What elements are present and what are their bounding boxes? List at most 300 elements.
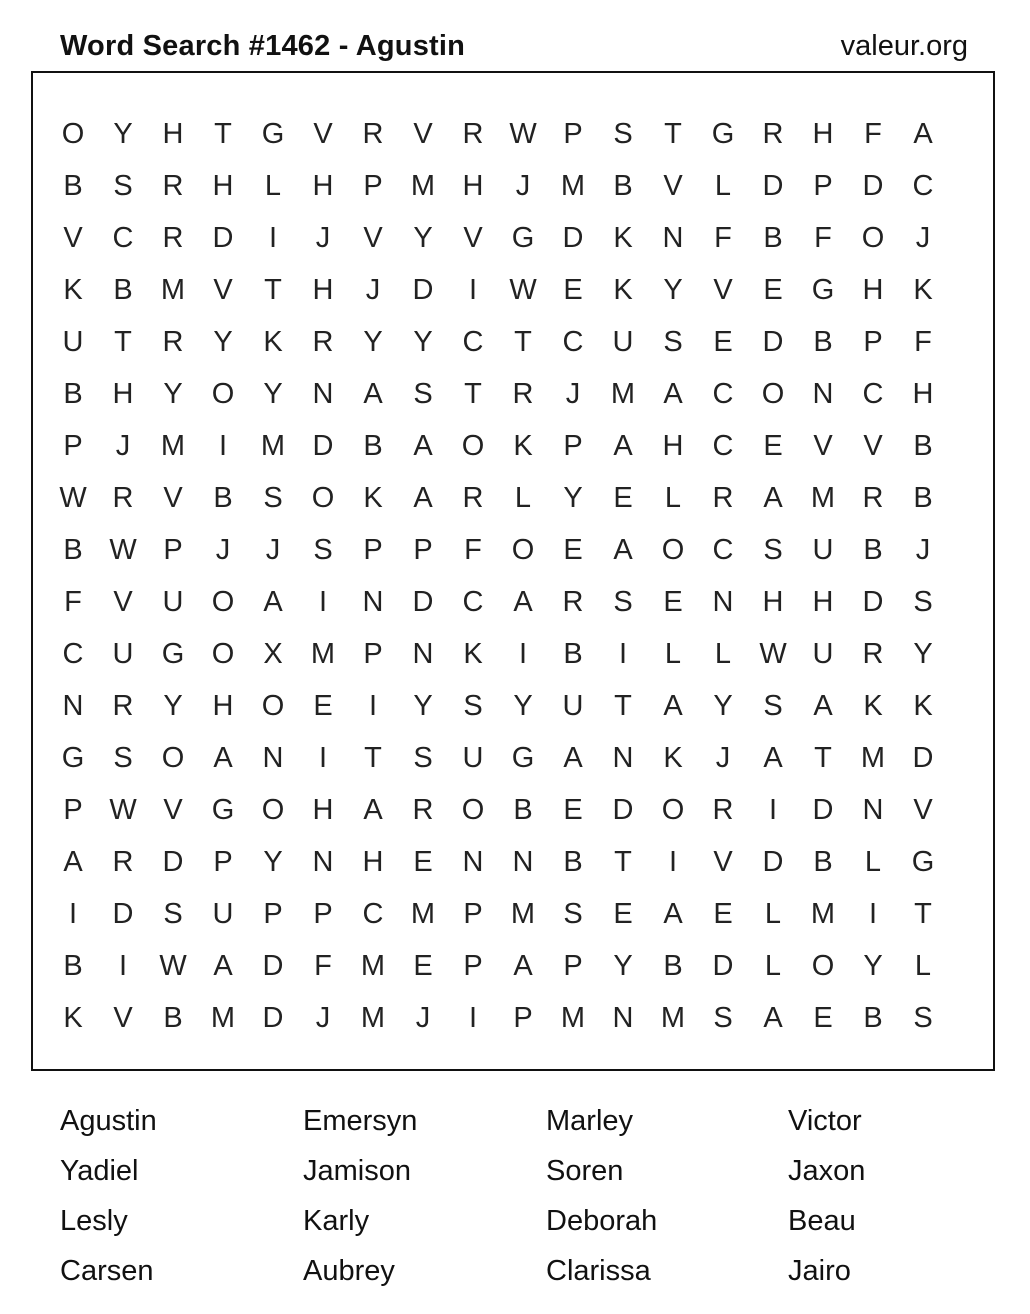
grid-cell[interactable]: B (63, 533, 83, 566)
grid-cell[interactable]: J (415, 1001, 431, 1034)
grid-cell[interactable]: E (713, 897, 733, 930)
grid-cell[interactable]: R (162, 169, 184, 202)
grid-cell[interactable]: I (368, 689, 378, 722)
grid-cell[interactable]: O (661, 533, 685, 566)
grid-cell[interactable]: X (263, 637, 283, 670)
grid-cell[interactable]: A (613, 533, 633, 566)
grid-cell[interactable]: T (364, 741, 382, 774)
grid-cell[interactable]: R (112, 481, 134, 514)
grid-cell[interactable]: H (462, 169, 484, 202)
grid-cell[interactable]: K (263, 325, 283, 358)
grid-cell[interactable]: E (763, 429, 783, 462)
grid-cell[interactable]: M (560, 169, 586, 202)
grid-cell[interactable]: V (463, 221, 483, 254)
grid-cell[interactable]: U (612, 325, 634, 358)
grid-cell[interactable]: R (562, 585, 584, 618)
grid-cell[interactable]: N (62, 689, 84, 722)
grid-cell[interactable]: M (410, 897, 436, 930)
grid-cell[interactable]: G (511, 741, 535, 774)
grid-cell[interactable]: P (63, 793, 83, 826)
grid-cell[interactable]: B (813, 845, 833, 878)
grid-cell[interactable]: V (863, 429, 883, 462)
grid-cell[interactable]: N (812, 377, 834, 410)
grid-cell[interactable]: I (468, 1001, 478, 1034)
grid-cell[interactable]: R (712, 793, 734, 826)
grid-cell[interactable]: U (562, 689, 584, 722)
grid-cell[interactable]: H (912, 377, 934, 410)
grid-cell[interactable]: R (762, 117, 784, 150)
grid-cell[interactable]: J (915, 533, 931, 566)
grid-cell[interactable]: Y (913, 637, 933, 670)
grid-cell[interactable]: O (511, 533, 535, 566)
grid-cell[interactable]: V (913, 793, 933, 826)
grid-cell[interactable]: O (211, 637, 235, 670)
grid-cell[interactable]: C (112, 221, 134, 254)
grid-cell[interactable]: R (862, 481, 884, 514)
grid-cell[interactable]: L (864, 845, 882, 878)
grid-cell[interactable]: W (59, 481, 87, 514)
grid-cell[interactable]: P (313, 897, 333, 930)
grid-cell[interactable]: E (613, 897, 633, 930)
grid-cell[interactable]: E (413, 949, 433, 982)
grid-cell[interactable]: P (563, 949, 583, 982)
grid-cell[interactable]: K (63, 273, 83, 306)
grid-cell[interactable]: C (712, 377, 734, 410)
grid-cell[interactable]: G (811, 273, 835, 306)
grid-cell[interactable]: Y (163, 689, 183, 722)
grid-cell[interactable]: V (213, 273, 233, 306)
grid-cell[interactable]: W (159, 949, 187, 982)
grid-cell[interactable]: S (263, 481, 283, 514)
grid-cell[interactable]: A (763, 1001, 783, 1034)
grid-cell[interactable]: T (264, 273, 282, 306)
grid-cell[interactable]: O (661, 793, 685, 826)
grid-cell[interactable]: H (812, 585, 834, 618)
grid-cell[interactable]: I (768, 793, 778, 826)
grid-cell[interactable]: Y (363, 325, 383, 358)
grid-cell[interactable]: L (664, 481, 682, 514)
grid-cell[interactable]: L (714, 169, 732, 202)
grid-cell[interactable]: F (464, 533, 482, 566)
grid-cell[interactable]: P (263, 897, 283, 930)
grid-cell[interactable]: P (563, 429, 583, 462)
grid-cell[interactable]: R (112, 845, 134, 878)
grid-cell[interactable]: N (862, 793, 884, 826)
grid-cell[interactable]: J (115, 429, 131, 462)
grid-cell[interactable]: O (811, 949, 835, 982)
grid-cell[interactable]: A (913, 117, 933, 150)
grid-cell[interactable]: B (813, 325, 833, 358)
grid-cell[interactable]: J (315, 1001, 331, 1034)
grid-cell[interactable]: Y (263, 377, 283, 410)
grid-cell[interactable]: M (560, 1001, 586, 1034)
grid-cell[interactable]: O (261, 689, 285, 722)
grid-cell[interactable]: P (163, 533, 183, 566)
grid-cell[interactable]: I (468, 273, 478, 306)
grid-cell[interactable]: A (213, 741, 233, 774)
grid-cell[interactable]: S (563, 897, 583, 930)
grid-cell[interactable]: S (763, 533, 783, 566)
grid-cell[interactable]: A (413, 481, 433, 514)
grid-cell[interactable]: S (663, 325, 683, 358)
grid-cell[interactable]: D (762, 169, 784, 202)
grid-cell[interactable]: K (63, 1001, 83, 1034)
grid-cell[interactable]: S (613, 585, 633, 618)
grid-cell[interactable]: K (913, 689, 933, 722)
grid-cell[interactable]: A (813, 689, 833, 722)
grid-cell[interactable]: A (363, 793, 383, 826)
grid-cell[interactable]: W (509, 117, 537, 150)
grid-cell[interactable]: B (863, 1001, 883, 1034)
grid-cell[interactable]: B (563, 637, 583, 670)
grid-cell[interactable]: M (810, 481, 836, 514)
grid-cell[interactable]: M (260, 429, 286, 462)
grid-cell[interactable]: M (160, 273, 186, 306)
grid-cell[interactable]: N (412, 637, 434, 670)
grid-cell[interactable]: R (412, 793, 434, 826)
grid-cell[interactable]: Y (513, 689, 533, 722)
grid-cell[interactable]: G (911, 845, 935, 878)
grid-cell[interactable]: F (64, 585, 82, 618)
grid-cell[interactable]: N (712, 585, 734, 618)
grid-cell[interactable]: Y (413, 689, 433, 722)
grid-cell[interactable]: C (62, 637, 84, 670)
grid-cell[interactable]: Y (713, 689, 733, 722)
grid-cell[interactable]: Y (663, 273, 683, 306)
grid-cell[interactable]: P (813, 169, 833, 202)
grid-cell[interactable]: E (813, 1001, 833, 1034)
grid-cell[interactable]: B (63, 377, 83, 410)
grid-cell[interactable]: A (563, 741, 583, 774)
grid-cell[interactable]: S (313, 533, 333, 566)
grid-cell[interactable]: V (713, 273, 733, 306)
grid-cell[interactable]: T (614, 689, 632, 722)
grid-cell[interactable]: U (212, 897, 234, 930)
grid-cell[interactable]: K (913, 273, 933, 306)
grid-cell[interactable]: R (362, 117, 384, 150)
grid-cell[interactable]: E (563, 793, 583, 826)
grid-cell[interactable]: B (113, 273, 133, 306)
grid-cell[interactable]: W (759, 637, 787, 670)
grid-cell[interactable]: N (612, 741, 634, 774)
grid-cell[interactable]: B (363, 429, 383, 462)
grid-cell[interactable]: D (762, 845, 784, 878)
grid-cell[interactable]: V (713, 845, 733, 878)
grid-cell[interactable]: I (668, 845, 678, 878)
grid-cell[interactable]: N (262, 741, 284, 774)
grid-cell[interactable]: W (509, 273, 537, 306)
grid-cell[interactable]: P (463, 897, 483, 930)
grid-cell[interactable]: O (161, 741, 185, 774)
grid-cell[interactable]: I (618, 637, 628, 670)
grid-cell[interactable]: H (212, 169, 234, 202)
grid-cell[interactable]: J (915, 221, 931, 254)
grid-cell[interactable]: Y (213, 325, 233, 358)
grid-cell[interactable]: B (913, 429, 933, 462)
grid-cell[interactable]: O (761, 377, 785, 410)
grid-cell[interactable]: P (463, 949, 483, 982)
grid-cell[interactable]: A (763, 481, 783, 514)
grid-cell[interactable]: F (314, 949, 332, 982)
grid-cell[interactable]: D (712, 949, 734, 982)
grid-cell[interactable]: L (764, 897, 782, 930)
grid-cell[interactable]: D (312, 429, 334, 462)
grid-cell[interactable]: B (863, 533, 883, 566)
grid-cell[interactable]: K (463, 637, 483, 670)
grid-cell[interactable]: N (312, 377, 334, 410)
grid-cell[interactable]: O (311, 481, 335, 514)
grid-cell[interactable]: E (663, 585, 683, 618)
grid-cell[interactable]: D (262, 949, 284, 982)
grid-cell[interactable]: C (462, 325, 484, 358)
grid-cell[interactable]: K (613, 221, 633, 254)
grid-cell[interactable]: I (118, 949, 128, 982)
grid-cell[interactable]: U (812, 637, 834, 670)
grid-cell[interactable]: Y (563, 481, 583, 514)
grid-cell[interactable]: C (562, 325, 584, 358)
grid-cell[interactable]: D (862, 585, 884, 618)
grid-cell[interactable]: O (211, 585, 235, 618)
grid-cell[interactable]: V (63, 221, 83, 254)
grid-cell[interactable]: B (563, 845, 583, 878)
grid-cell[interactable]: P (63, 429, 83, 462)
grid-cell[interactable]: O (861, 221, 885, 254)
grid-cell[interactable]: J (515, 169, 531, 202)
grid-cell[interactable]: L (914, 949, 932, 982)
grid-cell[interactable]: D (112, 897, 134, 930)
grid-cell[interactable]: E (413, 845, 433, 878)
grid-cell[interactable]: B (913, 481, 933, 514)
grid-cell[interactable]: C (462, 585, 484, 618)
grid-cell[interactable]: T (114, 325, 132, 358)
grid-cell[interactable]: O (461, 429, 485, 462)
grid-cell[interactable]: L (264, 169, 282, 202)
grid-cell[interactable]: G (161, 637, 185, 670)
grid-cell[interactable]: S (913, 1001, 933, 1034)
grid-cell[interactable]: D (862, 169, 884, 202)
grid-cell[interactable]: T (664, 117, 682, 150)
grid-cell[interactable]: H (662, 429, 684, 462)
grid-cell[interactable]: V (813, 429, 833, 462)
grid-cell[interactable]: A (363, 377, 383, 410)
grid-cell[interactable]: O (261, 793, 285, 826)
grid-cell[interactable]: S (163, 897, 183, 930)
grid-cell[interactable]: S (613, 117, 633, 150)
grid-cell[interactable]: B (613, 169, 633, 202)
grid-cell[interactable]: L (764, 949, 782, 982)
grid-cell[interactable]: D (762, 325, 784, 358)
grid-cell[interactable]: G (261, 117, 285, 150)
grid-cell[interactable]: M (660, 1001, 686, 1034)
grid-cell[interactable]: U (162, 585, 184, 618)
grid-cell[interactable]: A (663, 689, 683, 722)
grid-cell[interactable]: O (461, 793, 485, 826)
grid-cell[interactable]: I (68, 897, 78, 930)
grid-cell[interactable]: S (913, 585, 933, 618)
grid-cell[interactable]: H (762, 585, 784, 618)
grid-cell[interactable]: Y (613, 949, 633, 982)
grid-cell[interactable]: M (410, 169, 436, 202)
grid-cell[interactable]: F (914, 325, 932, 358)
grid-cell[interactable]: C (712, 429, 734, 462)
grid-cell[interactable]: J (565, 377, 581, 410)
grid-cell[interactable]: I (268, 221, 278, 254)
grid-cell[interactable]: I (518, 637, 528, 670)
grid-cell[interactable]: I (868, 897, 878, 930)
grid-cell[interactable]: U (812, 533, 834, 566)
grid-cell[interactable]: Y (263, 845, 283, 878)
grid-cell[interactable]: D (562, 221, 584, 254)
grid-cell[interactable]: Y (863, 949, 883, 982)
grid-cell[interactable]: N (662, 221, 684, 254)
grid-cell[interactable]: A (213, 949, 233, 982)
grid-cell[interactable]: D (262, 1001, 284, 1034)
grid-cell[interactable]: V (313, 117, 333, 150)
grid-cell[interactable]: L (664, 637, 682, 670)
grid-cell[interactable]: H (812, 117, 834, 150)
grid-cell[interactable]: J (315, 221, 331, 254)
grid-cell[interactable]: W (109, 793, 137, 826)
grid-cell[interactable]: S (413, 377, 433, 410)
grid-cell[interactable]: D (412, 273, 434, 306)
grid-cell[interactable]: W (109, 533, 137, 566)
grid-cell[interactable]: P (363, 169, 383, 202)
grid-cell[interactable]: S (463, 689, 483, 722)
grid-cell[interactable]: C (912, 169, 934, 202)
grid-cell[interactable]: M (510, 897, 536, 930)
grid-cell[interactable]: R (312, 325, 334, 358)
grid-cell[interactable]: H (112, 377, 134, 410)
grid-cell[interactable]: O (61, 117, 85, 150)
grid-cell[interactable]: A (63, 845, 83, 878)
grid-cell[interactable]: A (613, 429, 633, 462)
grid-cell[interactable]: K (613, 273, 633, 306)
grid-cell[interactable]: M (610, 377, 636, 410)
grid-cell[interactable]: C (712, 533, 734, 566)
grid-cell[interactable]: K (363, 481, 383, 514)
grid-cell[interactable]: G (511, 221, 535, 254)
grid-cell[interactable]: B (663, 949, 683, 982)
grid-cell[interactable]: G (711, 117, 735, 150)
grid-cell[interactable]: P (413, 533, 433, 566)
grid-cell[interactable]: R (862, 637, 884, 670)
grid-cell[interactable]: M (860, 741, 886, 774)
grid-cell[interactable]: B (513, 793, 533, 826)
grid-cell[interactable]: F (864, 117, 882, 150)
grid-cell[interactable]: D (162, 845, 184, 878)
grid-cell[interactable]: R (112, 689, 134, 722)
grid-cell[interactable]: H (212, 689, 234, 722)
grid-cell[interactable]: P (213, 845, 233, 878)
grid-cell[interactable]: T (514, 325, 532, 358)
grid-cell[interactable]: M (360, 1001, 386, 1034)
grid-cell[interactable]: K (513, 429, 533, 462)
grid-cell[interactable]: S (113, 741, 133, 774)
grid-cell[interactable]: G (61, 741, 85, 774)
grid-cell[interactable]: C (362, 897, 384, 930)
grid-cell[interactable]: D (212, 221, 234, 254)
grid-cell[interactable]: U (462, 741, 484, 774)
grid-cell[interactable]: T (914, 897, 932, 930)
grid-cell[interactable]: F (714, 221, 732, 254)
grid-cell[interactable]: E (713, 325, 733, 358)
grid-cell[interactable]: T (814, 741, 832, 774)
grid-cell[interactable]: H (362, 845, 384, 878)
grid-cell[interactable]: P (363, 533, 383, 566)
grid-cell[interactable]: J (715, 741, 731, 774)
grid-cell[interactable]: N (312, 845, 334, 878)
grid-cell[interactable]: N (512, 845, 534, 878)
grid-cell[interactable]: V (663, 169, 683, 202)
grid-cell[interactable]: B (763, 221, 783, 254)
grid-cell[interactable]: S (713, 1001, 733, 1034)
grid-cell[interactable]: J (215, 533, 231, 566)
grid-cell[interactable]: Y (113, 117, 133, 150)
grid-cell[interactable]: R (512, 377, 534, 410)
grid-cell[interactable]: E (613, 481, 633, 514)
grid-cell[interactable]: J (365, 273, 381, 306)
grid-cell[interactable]: K (863, 689, 883, 722)
grid-cell[interactable]: L (714, 637, 732, 670)
grid-cell[interactable]: N (362, 585, 384, 618)
grid-cell[interactable]: H (312, 169, 334, 202)
grid-cell[interactable]: M (810, 897, 836, 930)
grid-cell[interactable]: U (112, 637, 134, 670)
grid-cell[interactable]: Y (413, 221, 433, 254)
grid-cell[interactable]: V (363, 221, 383, 254)
grid-cell[interactable]: H (312, 793, 334, 826)
grid-cell[interactable]: A (513, 949, 533, 982)
grid-cell[interactable]: B (63, 169, 83, 202)
grid-cell[interactable]: E (313, 689, 333, 722)
grid-cell[interactable]: E (563, 273, 583, 306)
grid-cell[interactable]: V (163, 793, 183, 826)
grid-cell[interactable]: I (318, 585, 328, 618)
grid-cell[interactable]: K (663, 741, 683, 774)
grid-cell[interactable]: R (462, 117, 484, 150)
grid-cell[interactable]: M (210, 1001, 236, 1034)
grid-cell[interactable]: B (163, 1001, 183, 1034)
grid-cell[interactable]: P (563, 117, 583, 150)
grid-cell[interactable]: E (563, 533, 583, 566)
grid-cell[interactable]: N (612, 1001, 634, 1034)
grid-cell[interactable]: R (712, 481, 734, 514)
grid-cell[interactable]: P (863, 325, 883, 358)
grid-cell[interactable]: E (763, 273, 783, 306)
grid-cell[interactable]: D (412, 585, 434, 618)
grid-cell[interactable]: C (862, 377, 884, 410)
grid-cell[interactable]: S (763, 689, 783, 722)
grid-cell[interactable]: S (113, 169, 133, 202)
grid-cell[interactable]: A (663, 377, 683, 410)
grid-cell[interactable]: D (612, 793, 634, 826)
grid-cell[interactable]: V (113, 585, 133, 618)
grid-cell[interactable]: M (360, 949, 386, 982)
grid-cell[interactable]: A (763, 741, 783, 774)
grid-cell[interactable]: Y (413, 325, 433, 358)
grid-cell[interactable]: R (162, 221, 184, 254)
grid-cell[interactable]: R (162, 325, 184, 358)
grid-cell[interactable]: P (363, 637, 383, 670)
grid-cell[interactable]: P (513, 1001, 533, 1034)
grid-cell[interactable]: H (862, 273, 884, 306)
grid-cell[interactable]: T (614, 845, 632, 878)
grid-cell[interactable]: U (62, 325, 84, 358)
grid-cell[interactable]: A (263, 585, 283, 618)
grid-cell[interactable]: Y (163, 377, 183, 410)
grid-cell[interactable]: S (413, 741, 433, 774)
grid-cell[interactable]: M (160, 429, 186, 462)
